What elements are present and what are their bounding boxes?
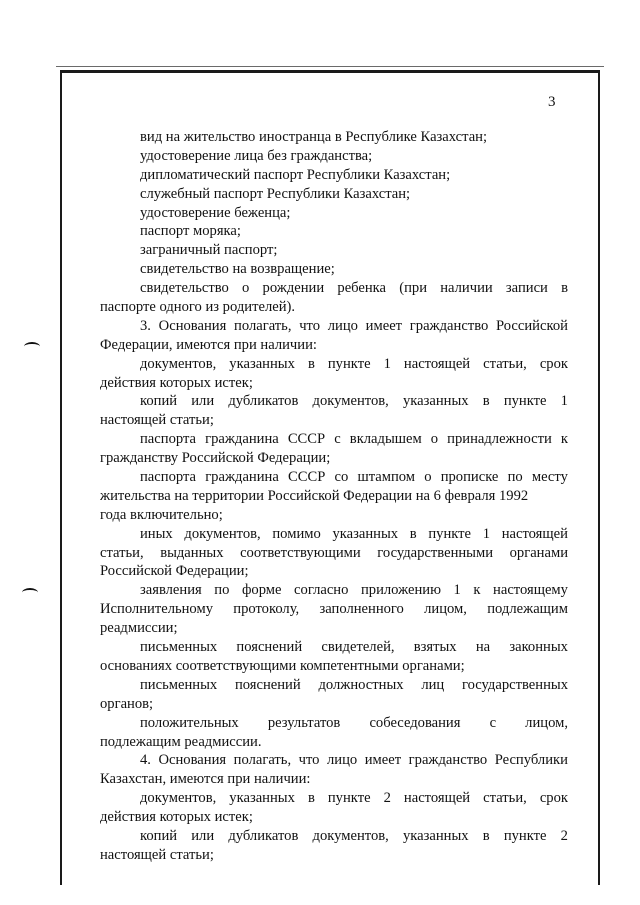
text-line: документов, указанных в пункте 1 настоящей статьи, срок (140, 355, 568, 372)
text-line: положительных результатов собеседования с лицом, (140, 714, 568, 731)
text-line: основаниях соответствующими компетентными органами; (100, 657, 465, 674)
text-line: свидетельство на возвращение; (140, 261, 335, 278)
document-body (100, 128, 568, 865)
text-line: действия которых истек; (100, 374, 253, 391)
text-line: паспорта гражданина СССР со штампом о прописке по месту (140, 469, 568, 486)
text-line: служебный паспорт Республики Казахстан; (140, 185, 411, 202)
text-line: заграничный паспорт; (140, 242, 278, 259)
text-line: паспорте одного из родителей). (100, 299, 296, 316)
text-line: Российской Федерации; (100, 563, 249, 580)
text-line: вид на жительство иностранца в Республике Казахстан; (140, 129, 488, 145)
text-line: копий или дубликатов документов, указанных в пункте 1 (140, 393, 568, 410)
text-line: иных документов, помимо указанных в пункте 1 настоящей (140, 525, 568, 542)
text-line: подлежащим реадмиссии. (100, 733, 262, 750)
text-line: органов; (100, 695, 154, 712)
text-line: копий или дубликатов документов, указанных в пункте 2 (140, 827, 568, 844)
text-line: письменных пояснений свидетелей, взятых на законных (140, 639, 568, 656)
text-line: свидетельство о рождении ребенка (при наличии записи в (140, 280, 568, 297)
text-line: заявления по форме согласно приложению 1 к настоящему (140, 582, 568, 599)
margin-mark (24, 342, 40, 351)
text-line: удостоверение беженца; (140, 204, 291, 221)
text-line: удостоверение лица без гражданства; (140, 147, 373, 164)
text-line: статьи, выданных соответствующими государственными органами (100, 544, 568, 561)
text-line: жительства на территории Российской Федерации на 6 февраля 1992 (100, 487, 529, 504)
text-line: Казахстан, имеются при наличии: (100, 771, 311, 788)
text-line: паспорта гражданина СССР с вкладышем о принадлежности к (140, 431, 568, 448)
text-line: действия которых истек; (100, 809, 253, 826)
text-line: документов, указанных в пункте 2 настоящей статьи, срок (140, 790, 568, 807)
text-line: гражданству Российской Федерации; (100, 450, 331, 467)
text-line: письменных пояснений должностных лиц государственных (140, 676, 568, 693)
text-line: 3. Основания полагать, что лицо имеет гражданство Российской (140, 317, 568, 334)
text-line: дипломатический паспорт Республики Казахстан; (140, 166, 451, 183)
text-line: реадмиссии; (100, 620, 178, 637)
text-line: паспорт моряка; (140, 223, 241, 240)
margin-mark (22, 588, 38, 597)
text-line: настоящей статьи; (100, 412, 214, 429)
page-number: 3 (548, 94, 556, 110)
text-line: Исполнительному протоколу, заполненного лицом, подлежащим (100, 601, 568, 618)
text-line: Федерации, имеются при наличии: (100, 336, 317, 353)
text-line: 4. Основания полагать, что лицо имеет гражданство Республики (140, 752, 568, 769)
text-line: года включительно; (100, 506, 223, 523)
text-line: настоящей статьи; (100, 846, 214, 863)
